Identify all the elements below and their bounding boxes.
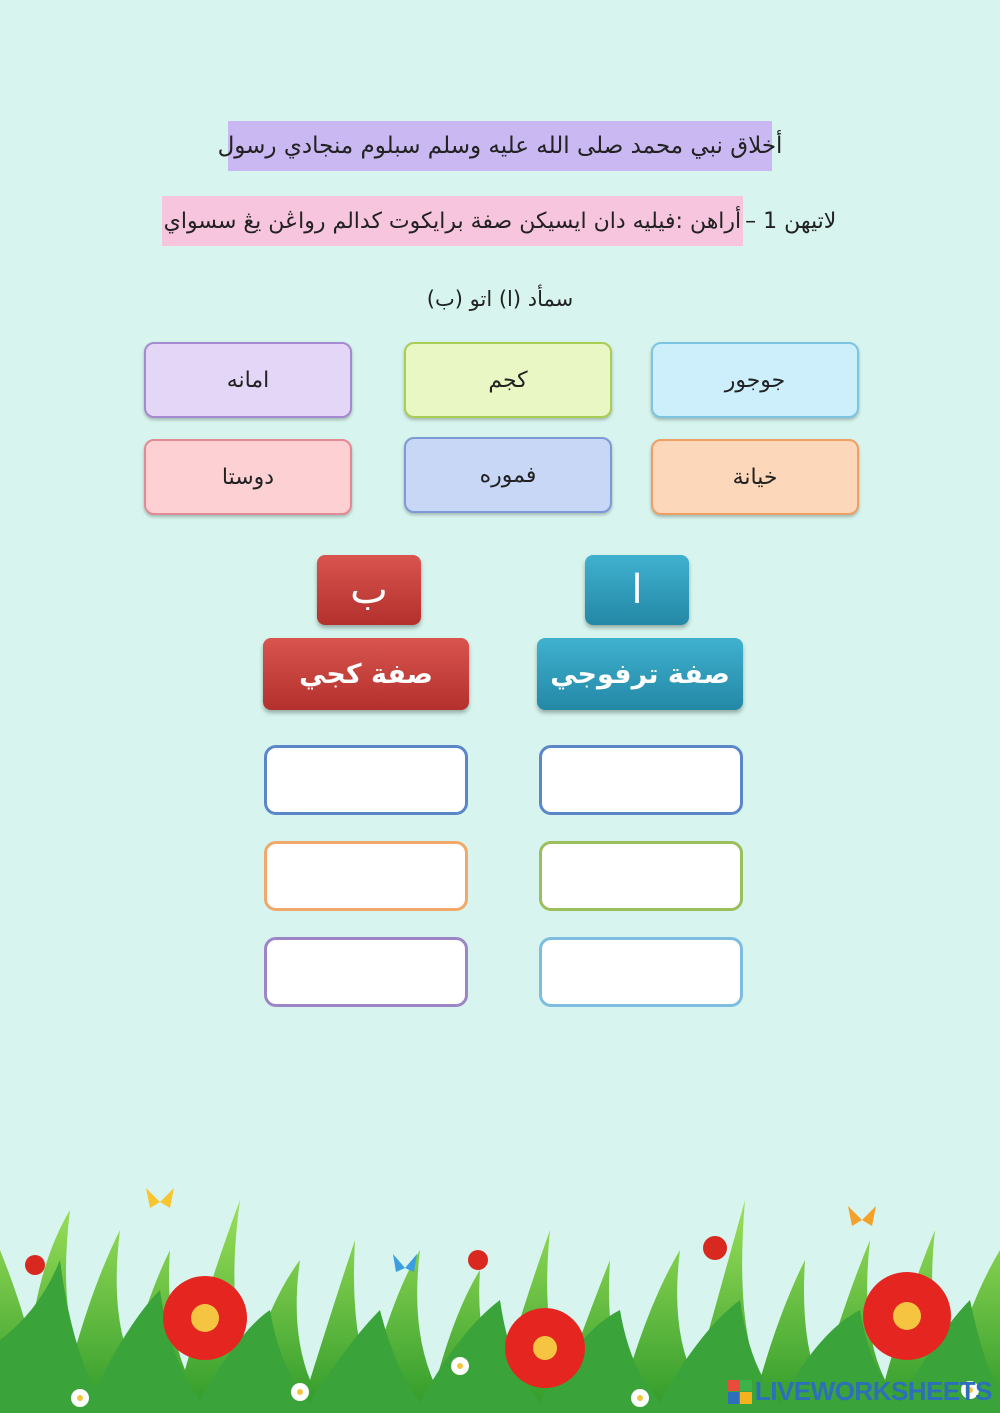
column-a-letter: ا	[585, 555, 689, 625]
column-b-heading: صفة كجي	[263, 638, 469, 710]
drop-box-a-2[interactable]	[539, 841, 743, 911]
grass-flowers-illustration	[0, 1140, 1000, 1413]
drop-box-b-1[interactable]	[264, 745, 468, 815]
word-chip-pemurah[interactable]: فموره	[404, 437, 612, 513]
drop-box-a-3[interactable]	[539, 937, 743, 1007]
word-chip-jujur[interactable]: جوجور	[651, 342, 859, 418]
word-chip-amanah[interactable]: امانه	[144, 342, 352, 418]
word-chip-kejam[interactable]: كجم	[404, 342, 612, 418]
subinstruction: سمأد (ا) اتو (ب)	[426, 287, 574, 311]
brand-icon	[728, 1380, 752, 1404]
instruction-text: أراهن :فيليه دان ايسيكن صفة برايكوت كدالم رواڠن يڠ سسواي	[162, 196, 744, 246]
column-a-heading: صفة ترفوجي	[537, 638, 743, 710]
instruction-prefix: لاتيهن 1 –	[745, 208, 837, 234]
drop-box-b-2[interactable]	[264, 841, 468, 911]
worksheet-title: أخلاق نبي محمد صلى الله عليه وسلم سبلوم منجادي رسول	[228, 121, 772, 171]
instruction	[130, 196, 870, 246]
brand-logo	[728, 1376, 992, 1407]
column-b-letter: ب	[317, 555, 421, 625]
drop-box-b-3[interactable]	[264, 937, 468, 1007]
brand-label: LIVEWORKSHEETS	[754, 1376, 992, 1406]
word-chip-dusta[interactable]: دوستا	[144, 439, 352, 515]
word-chip-khianat[interactable]: خيانة	[651, 439, 859, 515]
drop-box-a-1[interactable]	[539, 745, 743, 815]
